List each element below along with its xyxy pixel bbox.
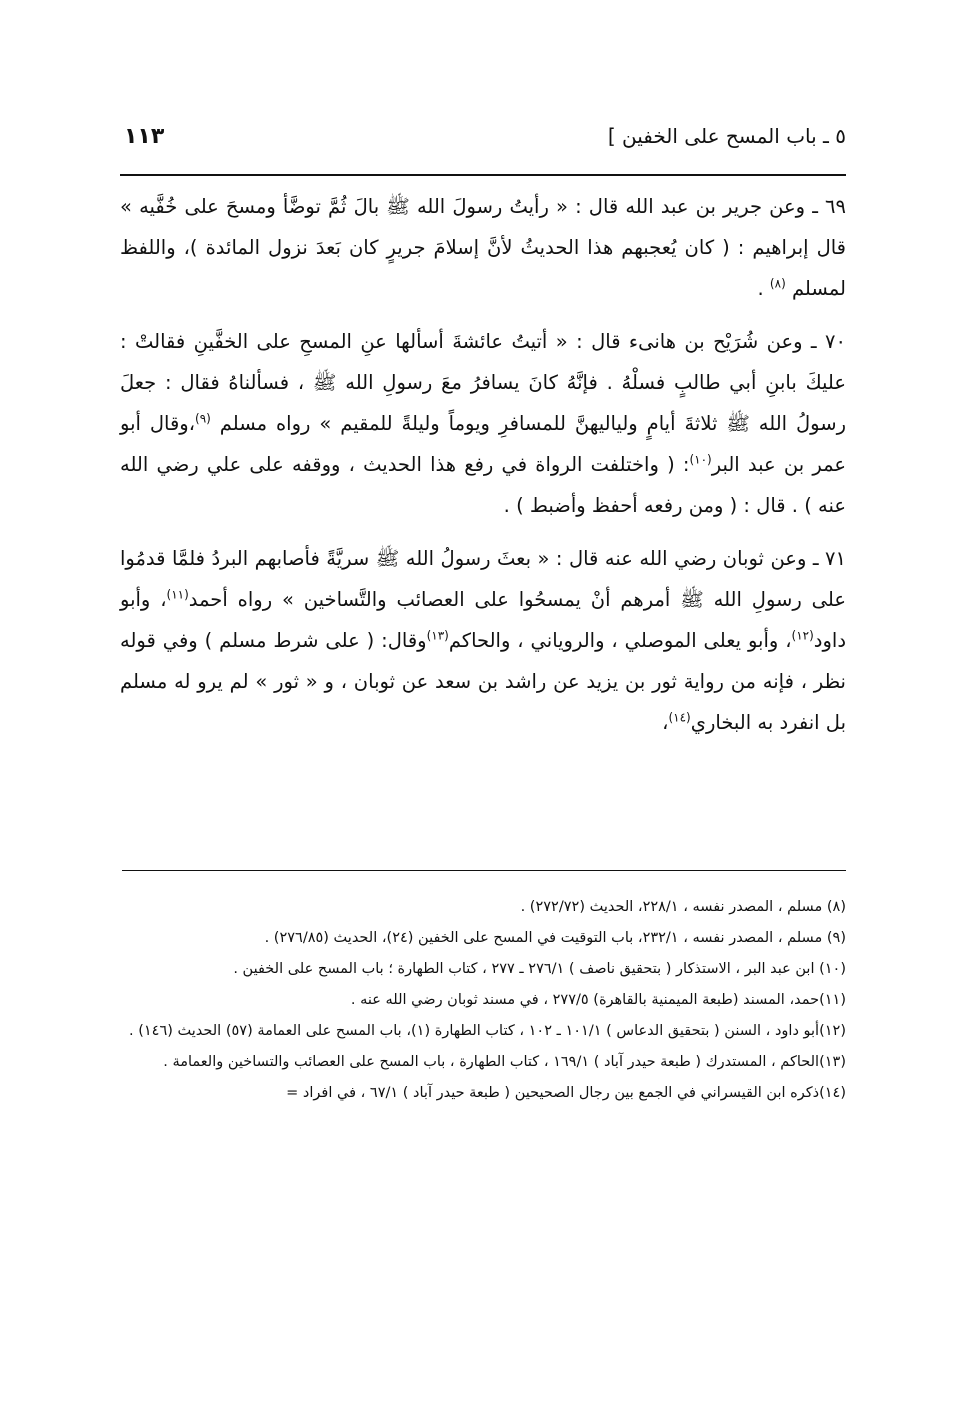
hadith-71 [120,538,846,743]
note-ref-9: (٩) [195,411,211,426]
note-ref-14: (١٤) [668,710,691,725]
note-ref-10: (١٠) [689,452,712,467]
main-text [120,186,846,755]
hadith-69-end: . [757,277,764,300]
hadith-71-text-3: ، وأبو يعلى الموصلي ، والروياني ، والحاكم [448,629,792,652]
footnote-rule [122,870,846,871]
running-header [120,118,846,162]
note-ref-8: (٨) [769,276,786,291]
chapter-title: ٥ ـ باب المسح على الخفين ] [607,124,846,148]
footnote-12: (١٢)أبو داود ، السنن ( بتحقيق الدعاس ) ١٠١/١ ـ ١٠٢ ، كتاب الطهارة (١)، باب المسح على العمامة (٥٧) الحديث (١٤٦) . [128,1023,846,1039]
book-page [120,118,847,1101]
hadith-69-text: ٦٩ ـ وعن جرير بن عبد الله قال : « رأيتُ رسولَ الله ﷺ بالَ ثُمَّ توضَّأ ومسحَ على خُفَّيه » قال إبراهيم : ( كان يُعجبهم هذا الحديثُ لأنَّ إسلامَ جريرٍ كان بَعدَ نزول المائدة )، واللفظ لمسلم [120,195,846,300]
footnote-10: (١٠) ابن عبد البر ، الاستذكار ( بتحقيق ناصف ) ٢٧٦/١ ـ ٢٧٧ ، كتاب الطهارة ؛ باب المسح على الخفين . [233,961,846,977]
note-ref-11: (١١) [166,587,189,602]
hadith-70-text-2: ،وقال أبو عمر بن عبد البر [120,412,846,476]
hadith-70 [120,321,846,526]
hadith-70-text-3: : ( واختلفت الرواة في رفع هذا الحديث ، ووقفه على علي رضي الله عنه ) . قال : ( ومن رفعه أحفظ وأضبط ) . [120,453,846,517]
note-ref-13: (١٣) [426,628,449,643]
footnote-13: (١٣)الحاكم ، المستدرك ( طبعة حيدر آباد ) ١٦٩/١ ، كتاب الطهارة ، باب المسح على العصائب والتساخين والعمامة . [163,1054,846,1070]
page-number: ١١٣ [124,124,165,149]
hadith-71-text-4: وقال: ( على شرط مسلم ) وفي قوله نظر ، فإنه من رواية ثور بن يزيد عن راشد بن سعد عن ثوبان ، و « ثور » لم يرو له مسلم بل انفرد به البخاري [120,629,846,734]
hadith-69 [120,186,846,309]
hadith-71-end: ، [662,711,669,734]
footnote-14: (١٤)ذكره ابن القيسراني في الجمع بين رجال الصحيحين ( طبعة حيدر آباد ) ٦٧/١ ، في افراد = [286,1085,846,1101]
hadith-71-text: ٧١ ـ وعن ثوبان رضي الله عنه قال : « بعثَ رسولُ الله ﷺ سريَّةً فأصابهم البردُ فلمَّا قدمُوا على رسولِ الله ﷺ أمرهم أنْ يمسحُوا على العصائب والتَّساخين » رواه أحمد [120,547,846,611]
header-rule [120,174,846,176]
hadith-70-text: ٧٠ ـ وعن شُرَيْح بن هانىء قال : « أتيتُ عائشةَ أسألها عنِ المسحِ على الخفَّينِ فقالتْ : عليكَ بابنِ أبي طالبٍ فسلْهُ . فإنَّهُ كانَ يسافرُ معَ رسولِ الله ﷺ ، فسألناهُ فقال : جعلَ رسولُ الله ﷺ ثلاثةَ أيامٍ ولياليهنَّ للمسافرِ ويوماً وليلةً للمقيم » رواه مسلم [120,330,847,435]
footnote-11: (١١)حمد، المسند (طبعة الميمنية بالقاهرة) ٢٧٧/٥ ، في مسند ثوبان رضي الله عنه . [350,992,846,1008]
footnotes [120,894,846,1111]
hadith-71-text-2: ، وأبو داود [120,588,846,652]
note-ref-12: (١٢) [791,628,814,643]
footnote-9: (٩) مسلم ، المصدر نفسه ، ٢٣٢/١، باب التوقيت في المسح على الخفين (٢٤)، الحديث (٢٧٦/٨٥) . [264,930,846,946]
footnote-8: (٨) مسلم ، المصدر نفسه ، ٢٢٨/١، الحديث (٢٧٢/٧٢) . [520,899,846,915]
